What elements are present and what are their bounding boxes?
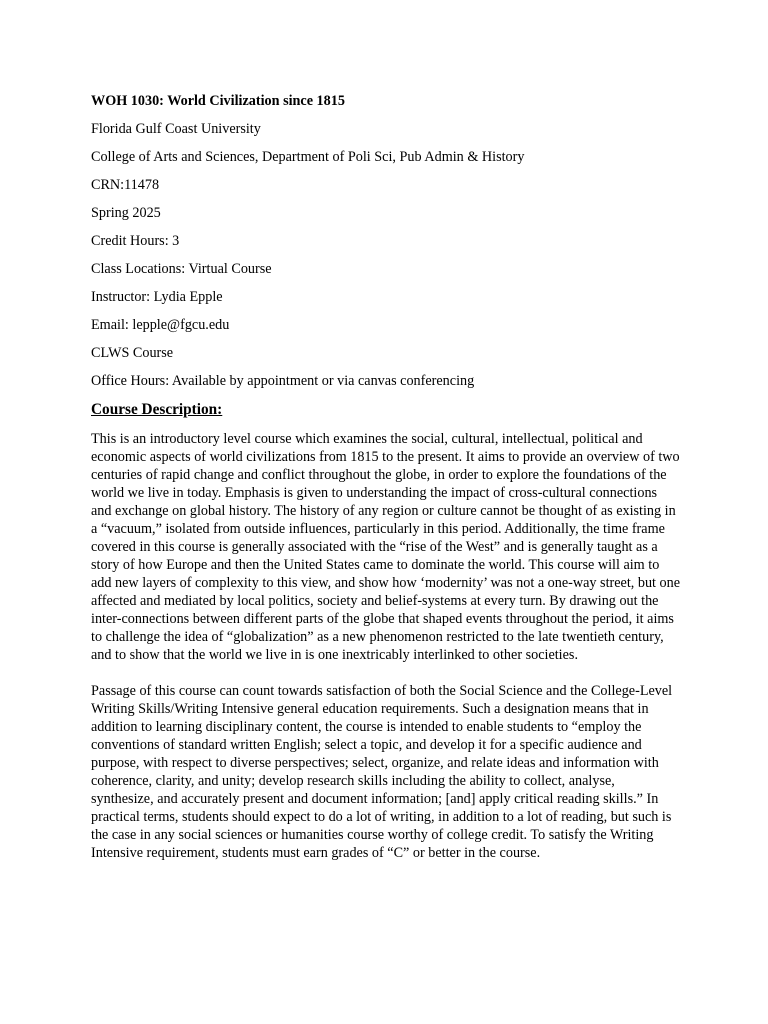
description-paragraph: This is an introductory level course which examines the social, cultural, intellectual, political and economic aspects of world civilizations from 1815 to the present. It aims to provide an overview of two centuries of rapid change and conflict throughout the globe, in order to explore the foundations of the world we live in today. Emphasis is given to understanding the impact of cross-cultural connections and exchange on global history. The history of any region or culture cannot be thought of as existing in a “vacuum,” isolated from outside influences, particularly in this period. Additionally, the time frame covered in this course is generally associated with the “rise of the West” and is generally taught as a story of how Europe and then the United States came to dominate the world. This course will aim to add new layers of complexity to this view, and show how ‘modernity’ was not a one-way street, but one affected and mediated by local politics, society and belief-systems at every turn. By drawing out the inter-connections between different parts of the globe that shaped events throughout the period, it aims to challenge the idea of “globalization” as a new phenomenon restricted to the late twentieth century, and to show that the world we live in is one inextricably interlinked to other societies. — [91, 431, 681, 663]
term: Spring 2025 — [91, 205, 161, 221]
gen-ed-paragraph: Passage of this course can count towards satisfaction of both the Social Science and the College-Level Writing Skills/Writing Intensive general education requirements. Such a designation means that in addition to learning disciplinary content, the course is intended to enable students to “employ the conventions of standard written English; select a topic, and develop it for a specific audience and purpose, with respect to diverse perspectives; select, organize, and relate ideas and information with coherence, clarity, and unity; develop research skills including the ability to collect, analyse, synthesize, and accurately present and document information; [and] apply critical reading skills.” In practical terms, students should expect to do a lot of writing, in addition to a lot of reading, but such is the case in any social sciences or humanities course worthy of college credit. To satisfy the Writing Intensive requirement, students must earn grades of “C” or better in the course. — [91, 683, 673, 861]
crn: CRN:11478 — [91, 177, 160, 193]
university-name: Florida Gulf Coast University — [91, 121, 261, 137]
class-location: Class Locations: Virtual Course — [91, 261, 272, 277]
office-hours: Office Hours: Available by appointment or via canvas conferencing — [91, 373, 475, 389]
course-designation: CLWS Course — [91, 345, 174, 361]
syllabus-page — [91, 92, 681, 880]
course-description-heading: Course Description: — [91, 401, 223, 418]
course-title: WOH 1030: World Civilization since 1815 — [91, 93, 345, 109]
instructor: Instructor: Lydia Epple — [91, 289, 223, 305]
email: Email: lepple@fgcu.edu — [91, 317, 230, 333]
credit-hours: Credit Hours: 3 — [91, 233, 180, 249]
college-department: College of Arts and Sciences, Department of Poli Sci, Pub Admin & History — [91, 149, 525, 165]
